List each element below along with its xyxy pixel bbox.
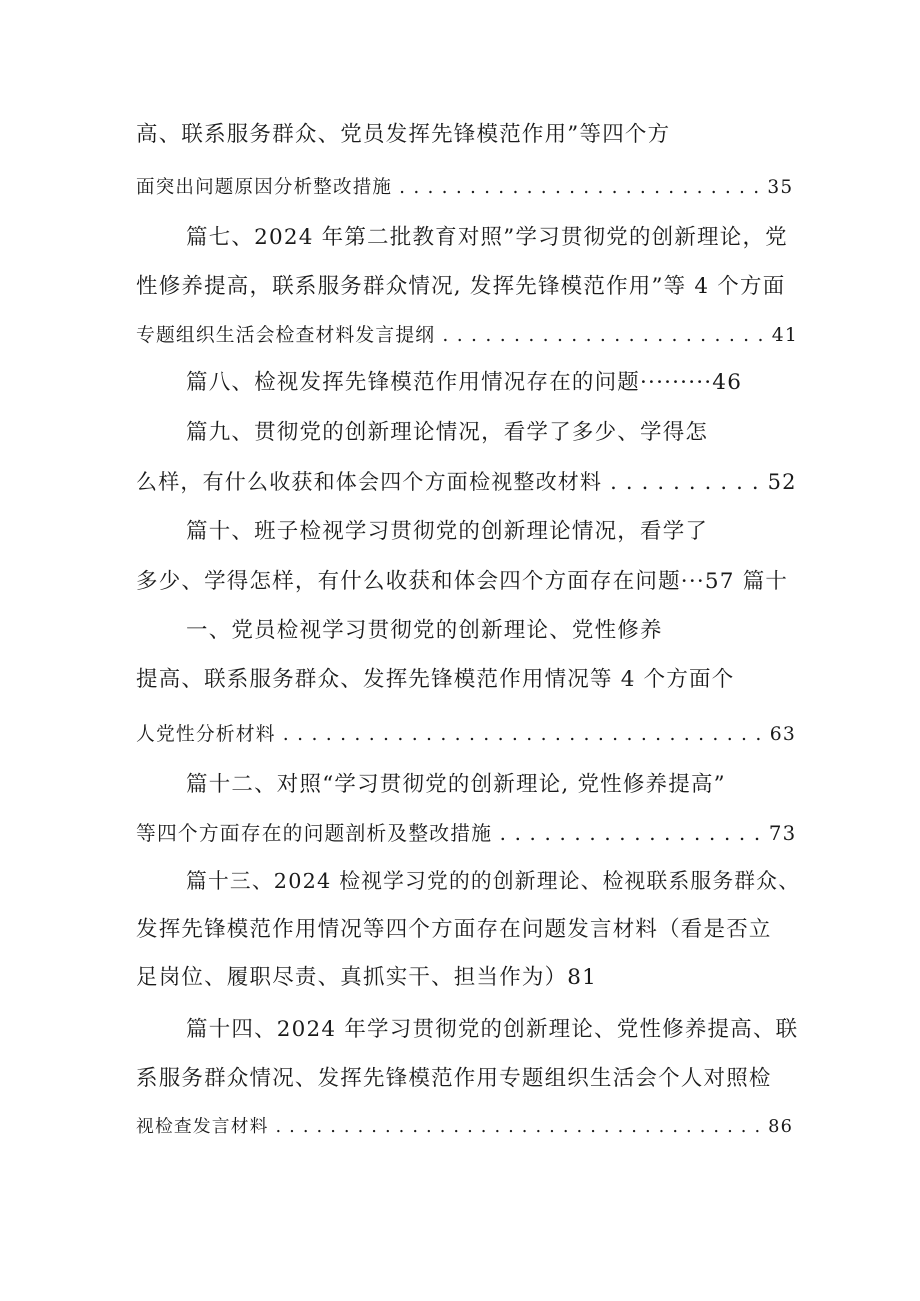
toc-line: 高、联系服务群众、党员发挥先锋模范作用”等四个方 bbox=[136, 122, 671, 147]
toc-line: 视检查发言材料 . . . . . . . . . . . . . . . . . . . . . . . . . . . . . . . . . . . . 86 bbox=[136, 1117, 794, 1137]
toc-line: 篇十、班子检视学习贯彻党的创新理论情况，看学了 bbox=[186, 519, 709, 544]
toc-line: 发挥先锋模范作用情况等四个方面存在问题发言材料（看是否立 bbox=[136, 917, 772, 942]
toc-line: 足岗位、履职尽责、真抓实干、担当作为）81 bbox=[136, 965, 598, 990]
toc-line: 等四个方面存在的问题剖析及整改措施 . . . . . . . . . . . . . . . . . . 73 bbox=[136, 822, 797, 845]
toc-line: 篇十三、2024 检视学习党的的创新理论、检视联系服务群众、 bbox=[186, 869, 801, 893]
toc-line: 专题组织生活会检查材料发言提纲 . . . . . . . . . . . . . . . . . . . . . . . 41 bbox=[136, 325, 799, 346]
toc-line: 么样，有什么收获和体会四个方面检视整改材料 . . . . . . . . . . 52 bbox=[136, 470, 797, 494]
toc-line: 篇九、贯彻党的创新理论情况，看学了多少、学得怎 bbox=[186, 420, 709, 445]
toc-line: 一、党员检视学习贯彻党的创新理论、党性修养 bbox=[186, 618, 663, 643]
toc-line: 篇七、2024 年第二批教育对照”学习贯彻党的创新理论，党 bbox=[186, 225, 788, 250]
toc-line: 系服务群众情况、发挥先锋模范作用专题组织生活会个人对照检 bbox=[136, 1066, 772, 1091]
toc-line: 篇十四、2024 年学习贯彻党的创新理论、党性修养提高、联 bbox=[186, 1017, 799, 1042]
toc-line: 多少、学得怎样，有什么收获和体会四个方面存在问题···57 篇十 bbox=[136, 569, 789, 594]
toc-line: 提高、联系服务群众、发挥先锋模范作用情况等 4 个方面个 bbox=[136, 667, 735, 692]
toc-line: 篇十二、对照“学习贯彻党的创新理论, 党性修养提高” bbox=[186, 772, 726, 797]
toc-line: 性修养提高，联系服务群众情况, 发挥先锋模范作用”等 4 个方面 bbox=[136, 274, 786, 299]
toc-line: 面突出问题原因分析整改措施 . . . . . . . . . . . . . . . . . . . . . . . . . . 35 bbox=[136, 177, 794, 198]
toc-line: 篇八、检视发挥先锋模范作用情况存在的问题·········46 bbox=[186, 370, 743, 395]
toc-line: 人党性分析材料 . . . . . . . . . . . . . . . . . . . . . . . . . . . . . . . . . . 63 bbox=[136, 724, 796, 745]
